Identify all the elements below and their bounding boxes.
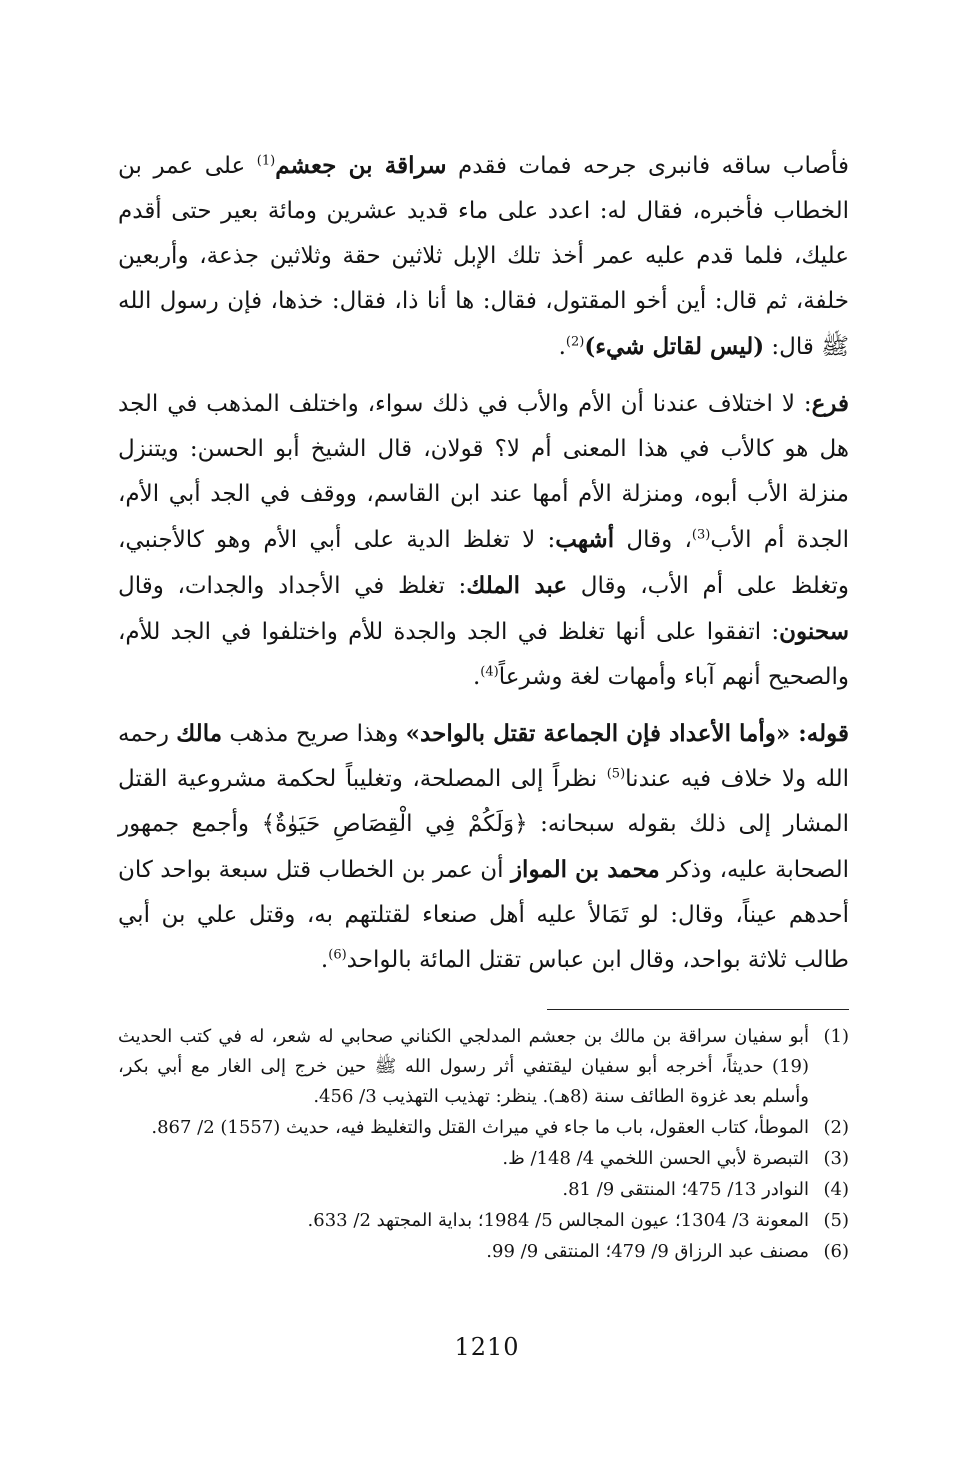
bold-term: فرع: [811, 390, 849, 417]
text-run: : تغلظ في الأجداد والجدات، وقال: [118, 573, 467, 599]
bold-term: سراقة بن جعشم: [275, 152, 447, 179]
text-run: : لا اختلاف عندنا أن الأم والأب في ذلك سواء، واختلف المذهب في الجد هل هو كالأب في هذا المعنى أم لا؟ قولان، قال الشيخ أبو الحسن: ويتنزل منزلة الأب أبوه، ومنزلة الأم أمها عند ابن القاسم، ووقف في الجد أبي الأم، الجدة أم الأب: [118, 391, 849, 553]
footnote-divider: [547, 1009, 849, 1010]
paragraph: [118, 711, 849, 983]
bold-term: محمد بن المواز: [510, 856, 660, 883]
footnote-ref: (5): [606, 766, 626, 782]
paragraph: [118, 143, 849, 370]
footnote-number: (1): [823, 1026, 849, 1047]
bold-term: قوله: «وأما الأعداد فإن الجماعة تقتل بالواحد»: [405, 720, 849, 747]
text-run: .: [472, 664, 481, 690]
footnotes: [118, 1022, 849, 1267]
footnote-ref: (3): [691, 527, 711, 543]
main-text: [118, 143, 849, 983]
text-run: على عمر بن الخطاب فأخبره، فقال له: اعدد على ماء قديد عشرين ومائة بعير حتى أقدم عليك، فلما قدم عليه عمر أخذ تلك الإبل ثلاثين حقة وثلاثين جذعة، وأربعين خلفة، ثم قال: أين أخو المقتول، فقال: ها أنا ذا، فقال: خذها، فإن رسول الله ﷺ قال:: [118, 153, 849, 360]
footnote-number: (4): [823, 1179, 849, 1200]
text-run: : لا تغلظ الدية على أبي الأم وهو كالأجنبي، وتغلظ على أم الأب، وقال: [118, 527, 850, 599]
footnote-text: النوادر 13/ 475؛ المنتقى 9/ 81.: [562, 1179, 809, 1200]
footnote-ref: (2): [565, 334, 585, 350]
text-run: أن عمر بن الخطاب قتل سبعة بواحد كان أحدهم عيناً، وقال: لو تَمَالأ عليه أهل صنعاء لقتلتهم به، وقتل علي بن أبي طالب ثلاثة بواحد، وقال ابن عباس تقتل المائة بالواحد: [118, 857, 849, 973]
bold-term: أشهب: [555, 526, 615, 553]
footnote-text: مصنف عبد الرزاق 9/ 479؛ المنتقى 9/ 99.: [486, 1241, 809, 1262]
text-run: ، وقال: [614, 527, 692, 553]
text-run: رحمه الله ولا خلاف فيه عندنا: [118, 721, 849, 792]
text-run: : اتفقوا على أنها تغلظ في الجد والجدة للأم واختلفوا في الجد للأم، والصحيح أنهم آباء وأمهات لغة وشرعاً: [118, 619, 849, 690]
footnote-text: أبو سفيان سراقة بن مالك بن جعشم المدلجي الكناني صحابي له شعر، له في كتب الحديث (19) حديثاً، أخرجه أبو سفيان ليقتفي أثر رسول الله ﷺ حين خرج إلى الغار مع أبي بكر، وأسلم بعد غزوة الطائف سنة (8هـ). ينظر: تهذيب التهذيب 3/ 456.: [118, 1026, 809, 1107]
page-number: 1210: [454, 1333, 520, 1361]
text-run: .: [320, 947, 329, 973]
footnote-number: (3): [823, 1148, 849, 1169]
footnote-number: (2): [823, 1117, 849, 1138]
text-run: وهذا صريح مذهب: [222, 721, 406, 747]
footnote-number: (6): [823, 1241, 849, 1262]
bold-term: مالك: [176, 720, 223, 747]
text-run: فأصاب ساقه فانبرى جرحه فمات فقدم: [446, 153, 849, 179]
paragraph: [118, 381, 849, 700]
text-run: .: [558, 334, 566, 360]
footnote: [118, 1237, 849, 1267]
footnote-text: التبصرة لأبي الحسن اللخمي 4/ 148/ ظ.: [502, 1148, 809, 1169]
footnote-ref: (1): [256, 153, 276, 169]
bold-term: سحنون: [779, 618, 849, 645]
text-run: نظراً إلى المصلحة، وتغليباً لحكمة مشروعية القتل المشار إلى ذلك بقوله سبحانه: ﴿وَلَكُمْ فِي الْقِصَاصِ حَيَوٰةٌ﴾ وأجمع جمهور الصحابة عليه، وذكر: [118, 766, 849, 883]
footnote-ref: (6): [328, 947, 347, 963]
footnote-text: الموطأ، كتاب العقول، باب ما جاء في ميراث القتل والتغليظ فيه، حديث (1557) 2/ 867.: [151, 1117, 809, 1138]
bold-term: (ليس لقاتل شيء): [584, 333, 765, 360]
footnote: [118, 1206, 849, 1236]
footnote: [118, 1144, 849, 1174]
footnote-ref: (4): [480, 664, 499, 680]
footnote-text: المعونة 3/ 1304؛ عيون المجالس 5/ 1984؛ بداية المجتهد 2/ 633.: [307, 1210, 809, 1231]
footnote: [118, 1175, 849, 1205]
footnote: [118, 1113, 849, 1143]
footnote: [118, 1022, 849, 1112]
footnote-number: (5): [823, 1210, 849, 1231]
bold-term: عبد الملك: [466, 572, 568, 599]
